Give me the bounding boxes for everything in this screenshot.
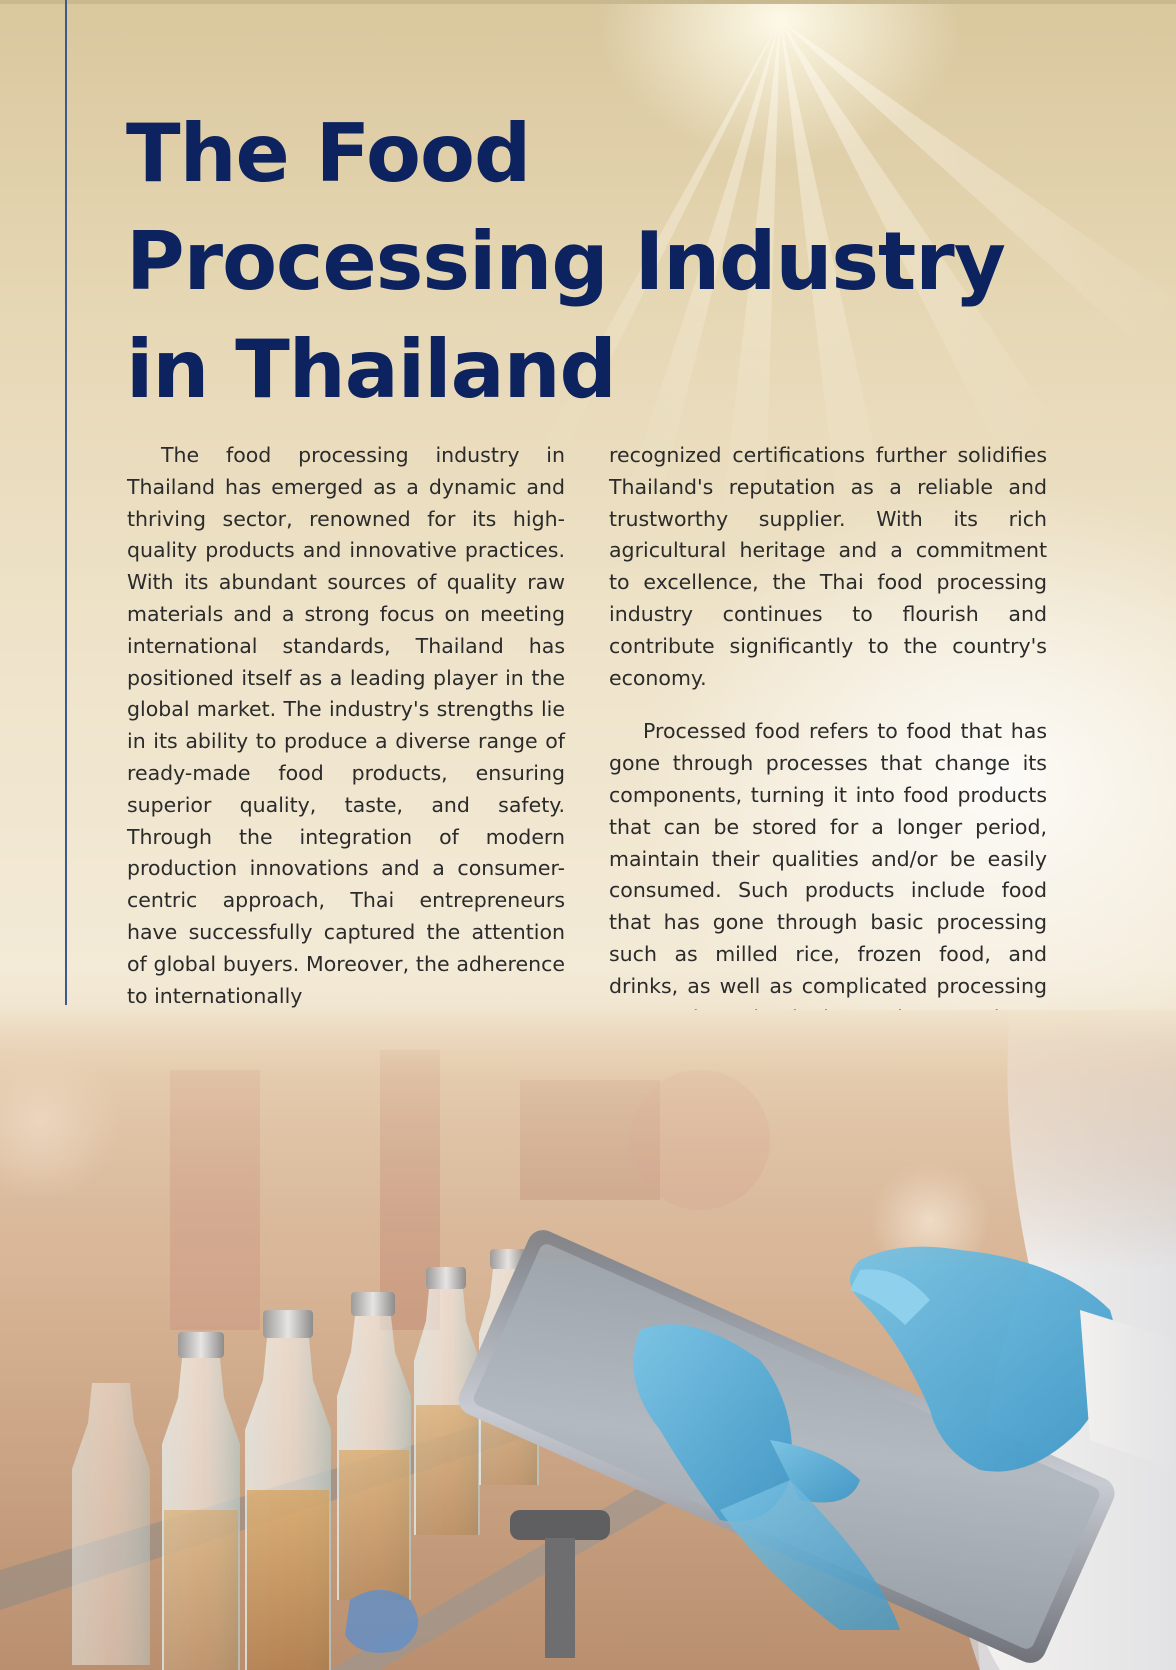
title-line-2: Processing Industry <box>126 215 1005 308</box>
text-column-left <box>127 440 565 1012</box>
title-line-3: in Thailand <box>126 323 616 416</box>
paragraph-1-part-1: The food processing industry in Thailand has emerged as a dynamic and thriving sector, renowned for its high-quality products and innovative practices. With its abundant sources of quality raw materials and a strong focus on meeting international standards, Thailand has positioned itself as a leading player in the global market. The industry's strengths lie in its ability to produce a diverse range of ready-made food products, ensuring superior quality, taste, and safety. Through the integration of modern production innovations and a consumer-centric approach, Thai entrepreneurs have successfully captured the attention of global buyers. Moreover, the adherence to internationally <box>127 443 565 1008</box>
text-column-right <box>609 440 1047 1066</box>
accent-line <box>65 0 67 1005</box>
page-title <box>126 100 1086 424</box>
factory-photo <box>0 1010 1176 1670</box>
title-line-1: The Food <box>126 107 531 200</box>
paragraph-2: Processed food refers to food that has gone through processes that change its components, turning it into food products that can be stored for a longer period, maintain their qualities and/or be easily consumed. Such products include food that has gone through basic processing such as milled rice, frozen food, and drinks, as well as complicated processing <box>609 719 1047 998</box>
paragraph-1-part-2: recognized certifications further solidifies Thailand's reputation as a reliable and trustworthy supplier. With its rich agricultural heritage and a commitment to excellence, the Thai food processing industry continues to flourish and contribute significantly to the country's economy. <box>609 443 1047 690</box>
